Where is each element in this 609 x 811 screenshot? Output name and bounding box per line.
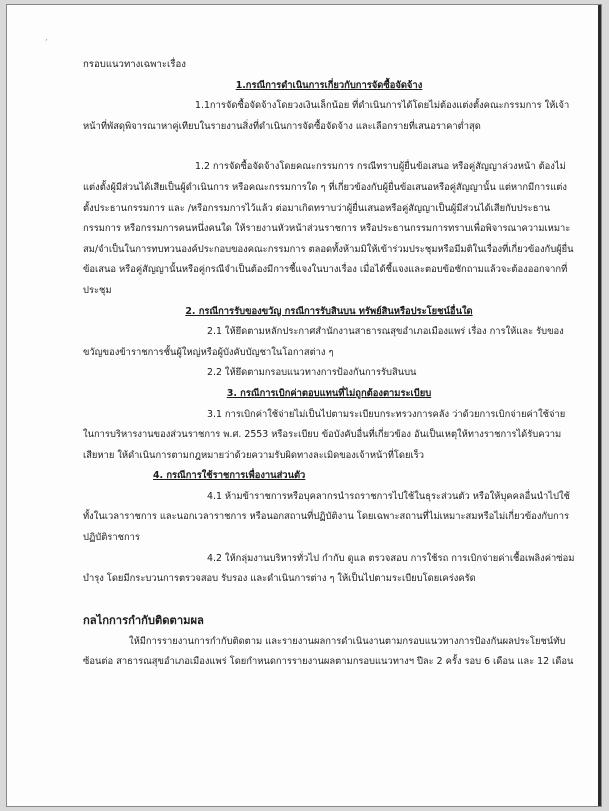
section-2-2-text: 2.2 ให้ยึดตามกรอบแนวทางการป้องกันการรับสินบน <box>207 367 417 379</box>
section-1-2-text: 1.2 การจัดซื้อจัดจ้างโดยคณะกรรมการ กรณีทราบผู้ยื่นข้อเสนอ หรือคู่สัญญาล่วงหน้า ต้องไม่แต่งตั้งผู้มีส่วนได้เสียเป็นผู้ดำเนินการ หรือคณะกรรมการใด ๆ ที่เกี่ยวข้องกับผู้ยื่นข้อเสนอหรือคู่สัญญานั้น แต่หากมีการแต่งตั้งประธานกรรมการ และ /หรือกรรมการไว้แล้ว ต่อมาเกิดทราบว่าผู้ยื่นเสนอหรือคู่สัญญาเป็นผู้มีส่วนได้เสียกับประธานกรรมการ หรือกรรมการคนหนึ่งคนใด ให้รายงานหัวหน้าส่วนราชการ หรือประธานกรรมการทราบเพื่อพิจารณาความเหมาะสม/จำเป็นในการทบทวนองค์ประกอบของคณะกรรมการ ตลอดทั้งห้ามมิให้เข้าร่วมประชุมหรือมีมติในเรื่องที่เกี่ยวข้องกับผู้ยื่นข้อเสนอ หรือคู่สัญญานั้นหรือคู่กรณีจำเป็นต้องมีการชี้แจงในบางเรื่อง เมื่อได้ชี้แจงและตอบข้อซักถามแล้วจะต้องออกจากที่ประชุม <box>83 161 574 296</box>
section-4-1-text: 4.1 ห้ามข้าราชการหรือบุคลากรนำรถราชการไปใช้ในธุระส่วนตัว หรือให้บุคคลอื่นนำไปใช้ทั้งในเวลาราชการ และนอกเวลาราชการ หรือนอกสถานที่ปฏิบัติงาน โดยเฉพาะสถานที่ไม่เหมาะสมหรือไม่เกี่ยวข้องกับการปฏิบัติราชการ <box>83 490 570 544</box>
section-2-heading: 2. กรณีการรับของขวัญ กรณีการรับสินบน ทรัพย์สินหรือประโยชน์อื่นใด <box>185 305 473 317</box>
monitoring-text: ให้มีการรายงานการกำกับติดตาม และรายงานผลการดำเนินงานตามกรอบแนวทางการป้องกันผลประโยชน์ทับซ้อนต่อ สาธารณสุขอำเภอเมืองแพร่ โดยกำหนดการรายงานผลตามกรอบแนวทางฯ ปีละ 2 ครั้ง รอบ 6 เดือน และ 12 เดือน <box>83 635 574 668</box>
scan-mark: ’ <box>45 38 48 47</box>
section-4-2-text: 4.2 ให้กลุ่มงานบริหารทั่วไป กำกับ ดูแล ตรวจสอบ การใช้รถ การเบิกจ่ายค่าเชื้อเพลิงค่าซ่อมบำรุง โดยมีกระบวนการตรวจสอบ รับรอง และดำเนินการต่าง ๆ ให้เป็นไปตามระเบียบโดยเคร่งครัด <box>83 552 575 585</box>
section-4-heading: 4. กรณีการใช้ราชการเพื่องานส่วนตัว <box>153 470 306 482</box>
monitoring-heading: กลไกการกำกับติดตามผล <box>83 613 204 627</box>
section-2-1-text: 2.1 ให้ยึดตามหลักประกาศสำนักงานสาธารณสุขอำเภอเมืองแพร่ เรื่อง การให้และ รับของขวัญของข้าราชการชั้นผู้ใหญ่หรือผู้บังคับบัญชาในโอกาสต่าง ๆ <box>83 326 564 358</box>
section-3-heading: 3. กรณีการเบิกค่าตอบแทนที่ไม่ถูกต้องตามระเบียบ <box>226 387 432 399</box>
section-1-heading: 1.กรณีการดำเนินการเกี่ยวกับการจัดซื้อจัดจ้าง <box>235 79 423 91</box>
document-page <box>6 4 602 807</box>
section-3-1-text: 3.1 การเบิกค่าใช้จ่ายไม่เป็นไปตามระเบียบกระทรวงการคลัง ว่าด้วยการเบิกจ่ายค่าใช้จ่ายในการบริหารงานของส่วนราชการ พ.ศ. 2553 หรือระเบียบ ข้อบังคับอื่นที่เกี่ยวข้อง อันเป็นเหตุให้ทางราชการได้รับความเสียหาย ให้ดำเนินการตามกฎหมายว่าด้วยความรับผิดทางละเมิดของเจ้าหน้าที่โดยเร็ว <box>83 408 566 461</box>
document-title: กรอบแนวทางเฉพาะเรื่อง <box>83 59 186 70</box>
document-body <box>83 55 575 673</box>
section-1-1-text: 1.1การจัดซื้อจัดจ้างโดยวงเงินเล็กน้อย ที่ดำเนินการได้โดยไม่ต้องแต่งตั้งคณะกรรมการ ให้เจ้าหน้าที่พัสดุพิจารณาหาคู่เทียบในรายงานสิ่งที่ดำเนินการจัดซื้อจัดจ้าง และเลือกรายที่เสนอราคาต่ำสุด <box>83 100 570 132</box>
